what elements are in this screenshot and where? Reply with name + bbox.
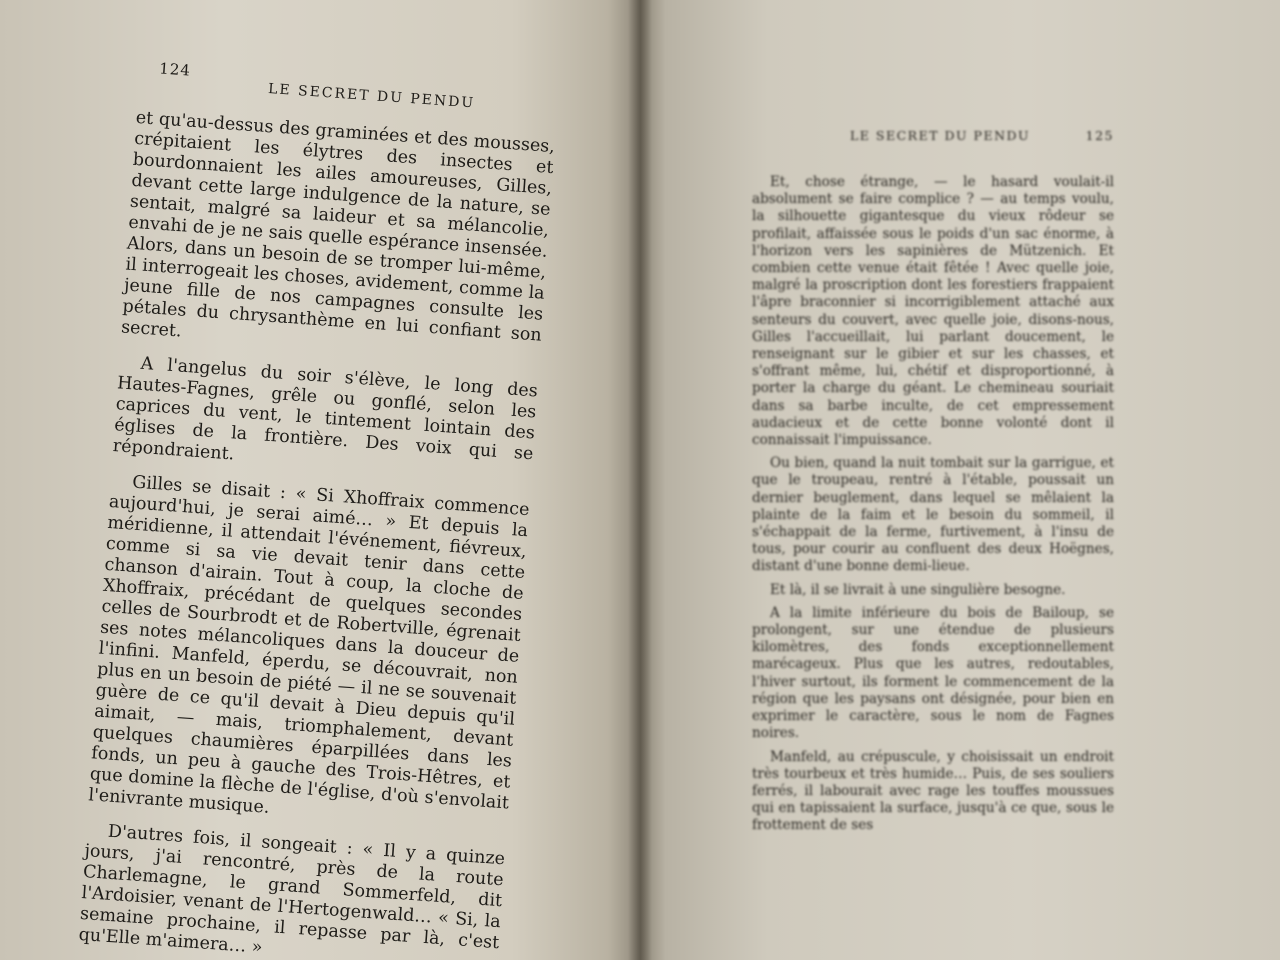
right-header [752, 128, 1114, 152]
right-paragraph: Manfeld, au crépuscule, y choisissait un endroit très tourbeux et très humide… Puis, de ses souliers ferrés, il labourait avec rage les touffes moussues qui en tapissaient la surface, jusqu'à ce que, sous le frottement de ses [752, 748, 1114, 834]
right-running-head: LE SECRET DU PENDU [850, 128, 1031, 143]
left-body-text [78, 108, 556, 960]
right-page-content [752, 128, 1114, 841]
right-paragraph: Ou bien, quand la nuit tombait sur la garrigue, et que le troupeau, rentré à l'étable, poussait un dernier beuglement, dans lequel se mêlaient la plainte de la faim et le besoin du sommeil, il s'échappait de la ferme, furtivement, à l'insu de tous, pour courir au confluent des deux Hoëgnes, distant d'une bonne demi-lieue. [752, 455, 1114, 575]
right-page-number: 125 [1085, 128, 1114, 143]
book-gutter [628, 0, 652, 960]
left-page-number: 124 [158, 59, 192, 80]
left-paragraph: A l'angelus du soir s'élève, le long des Hautes-Fagnes, grêle ou gonflé, selon les caprices du vent, le tintement lointain des églises de la frontière. Des voix qui se répondraient. [112, 353, 539, 465]
left-page-content [77, 58, 559, 960]
left-paragraph: D'autres fois, il songeait : « Il y a quinze jours, j'ai rencontré, près de la route Charlemagne, le grand Sommerfeld, dit l'Ardoisier, venant de l'Hertogenwald… « Si, la semaine prochaine, il repasse par là, c'est qu'Elle m'aimera… » [77, 821, 506, 958]
right-paragraph: Et là, il se livrait à une singulière besogne. [770, 581, 1066, 598]
left-paragraph: Gilles se disait : « Si Xhoffraix commence aujourd'hui, je serai aimé… » Et depuis la méridienne, il attendait l'événement, fiévreux, comme si sa vie devait tenir dans cette chanson d'airain. Tout à coup, la cloche de Xhoffraix, précédant de quelques secondes celles de Sourbrodt et de Robertville, égrenait ses notes mélancoliques dans la douceur de l'infini. Manfeld, éperdu, se découvrait, non plus en un besoin de piété — il ne se souvenait guère de ce qu'il devait à Dieu depuis qu'il aimait, — mais, triomphalement, devant quelques chaumières éparpillées dans les fonds, un peu à gauche des Trois-Hêtres, et que domine la flèche de l'église, d'où s'envolait l'enivrante musique. [87, 472, 531, 818]
right-paragraph: A la limite inférieure du bois de Bailoup, se prolongent, sur une étendue de plusieurs kilomètres, des fonds exceptionnellement marécageux. Plus que les autres, redoutables, l'hiver surtout, ils forment le commencement de la région que les paysans ont désignée, pour bien en exprimer le caractère, sous le nom de Fagnes noires. [752, 604, 1114, 742]
left-paragraph: et qu'au-dessus des graminées et des mousses, crépitaient les élytres des insectes et bourdonnaient les ailes amoureuses, Gilles, devant cette large indulgence de la nature, se sentait, malgré sa laideur et sa mélancolie, envahi de je ne sais quelle espérance insensée. Alors, dans un besoin de se tromper lui-même, il interrogeait les choses, avidement, comme la jeune fille de nos campagnes consulte les pétales du chrysanthème en lui confiant son secret. [120, 107, 556, 346]
right-paragraph: Et, chose étrange, — le hasard voulait-il absolument se faire complice ? — au temps voulu, la silhouette gigantesque du vieux rôdeur se profilait, affaissée sous le poids d'un sac énorme, à l'horizon vers les sapinières de Mützenich. Et combien cette venue était fêtée ! Avec quelle joie, malgré la proscription dont les forestiers frappaient l'âpre braconnier si incorrigiblement attaché aux senteurs du couvert, avec quelle joie, disons-nous, Gilles l'accueillait, lui parlant doucement, le renseignant sur le gibier et sur les chasses, et s'offrant même, lui, chétif et disproportionné, à porter la charge du géant. Le chemineau souriait dans sa barbe inculte, de cet empressement audacieux et de cette bonne volonté dont il connaissait l'impuissance. [752, 174, 1114, 449]
left-running-head: LE SECRET DU PENDU [267, 81, 476, 112]
right-body-text [752, 174, 1114, 835]
left-header [138, 58, 559, 112]
